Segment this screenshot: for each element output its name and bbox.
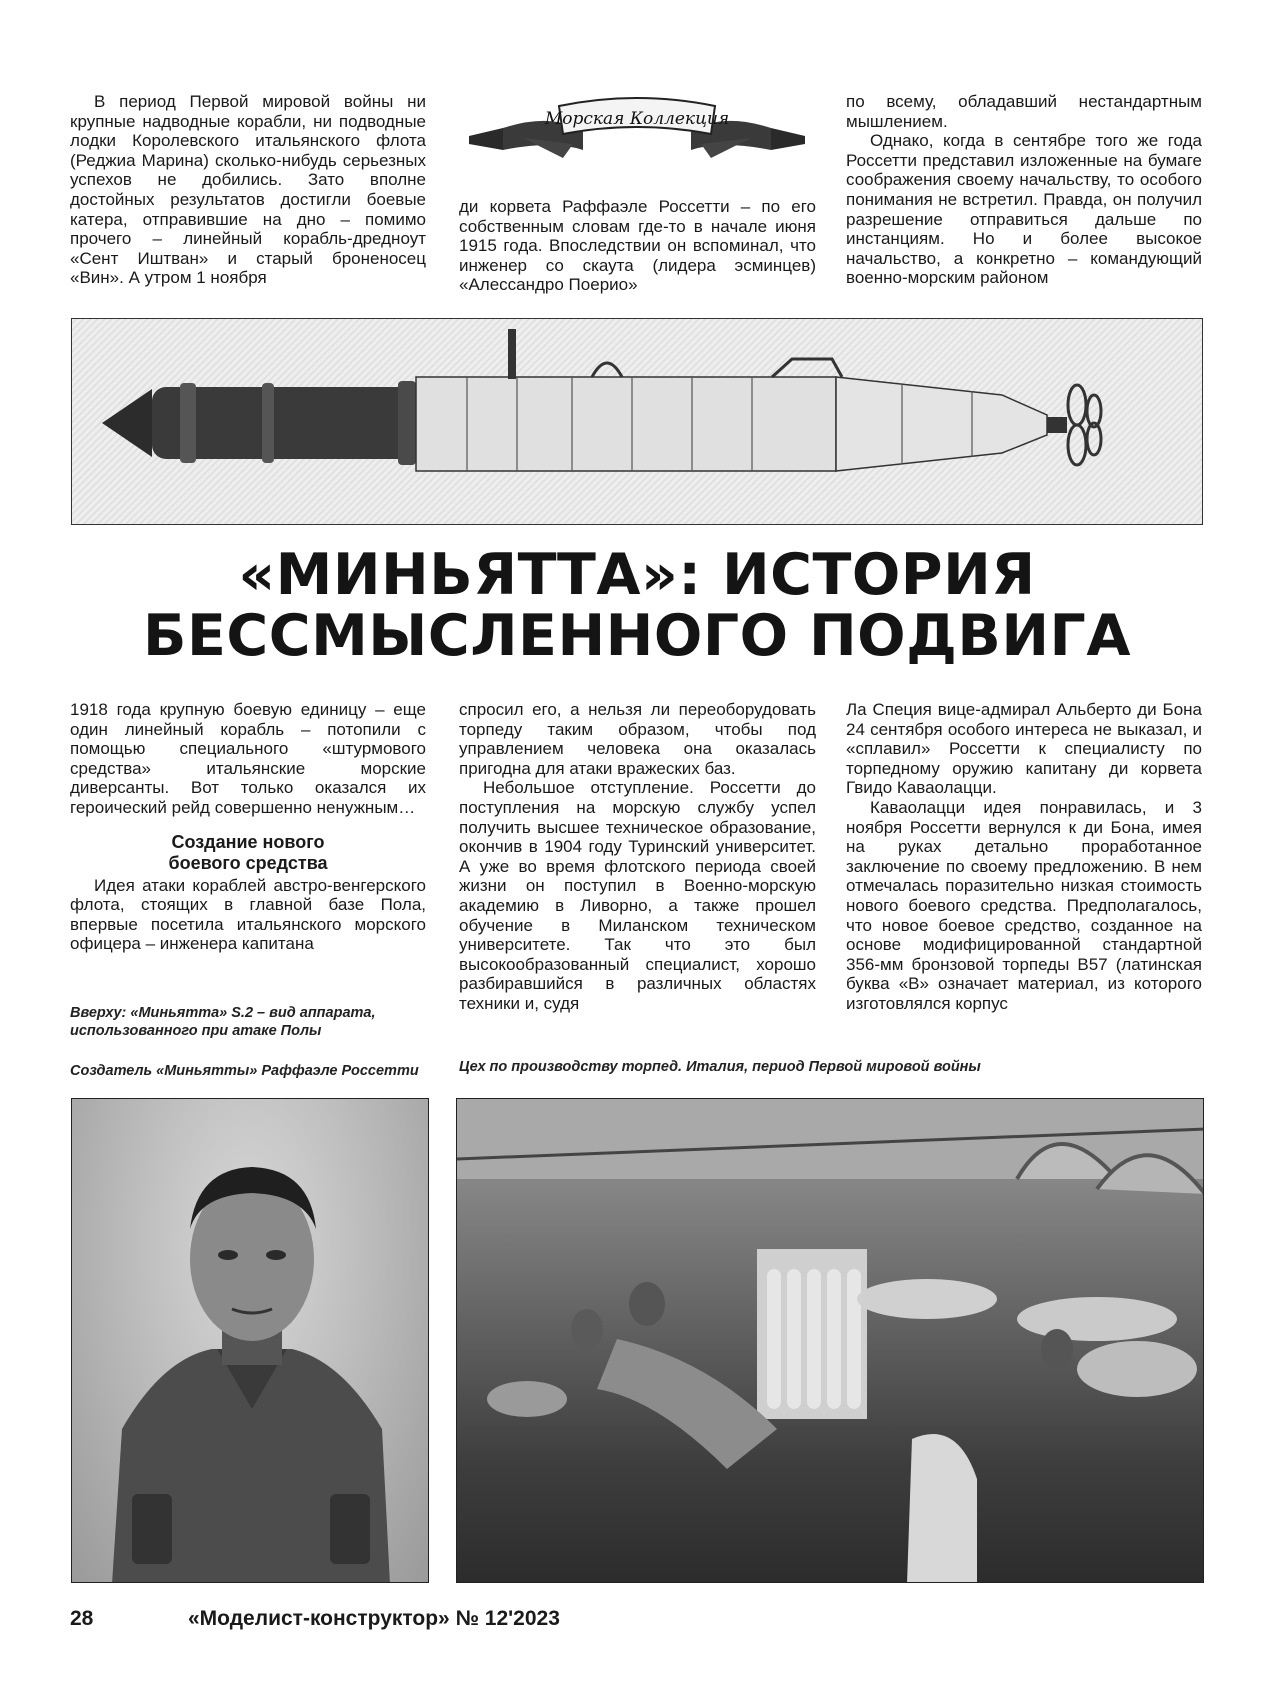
intro-paragraph: В период Первой мировой войны ни крупные надводные корабли, ни подводные лодки Королевского итальянского флота (Реджиа Марина) сколько-нибудь серьезных успехов не добились. Зато вполне достойных результатов достигли боевые катера, отправившие на дно – помимо прочего – линейный корабль-дредноут «Сент Иштван» и старый броненосец «Вин». А утром 1 ноября bbox=[70, 92, 426, 288]
body-column-3 bbox=[846, 700, 1202, 1014]
caption-portrait: Создатель «Миньятты» Раффаэле Россетти bbox=[70, 1063, 419, 1079]
intro-paragraph: ди корвета Раффаэле Россетти – по его собственным словам где-то в начале июня 1915 года. Впоследствии он вспоминал, что инженер со скаута (лидера эсминцев) «Алессандро Поерио» bbox=[459, 197, 816, 295]
caption-top-illustration: Вверху: «Миньятта» S.2 – вид аппарата, использованного при атаке Полы bbox=[70, 1005, 376, 1039]
body-paragraph: Небольшое отступление. Россетти до поступления на морскую службу успел получить высшее техническое образование, окончив в 1904 году Туринский университет. А уже во время флотского периода своей жизни он поступил в Военно-морскую академию в Ливорно, а также прошел обучение в Миланском техническом университете. Так что это был высокообразованный специалист, хорошо разбиравшийся в различных областях техники и, судя bbox=[459, 778, 816, 1013]
portrait-photo bbox=[71, 1098, 429, 1583]
body-column-1 bbox=[70, 700, 426, 954]
torpedo-illustration bbox=[71, 318, 1203, 525]
caption-factory: Цех по производству торпед. Италия, период Первой мировой войны bbox=[459, 1059, 981, 1075]
subheading-line-2: боевого средства bbox=[168, 852, 328, 873]
body-paragraph: Идея атаки кораблей австро-венгерского флота, стоящих в главной базе Пола, впервые посетила итальянского морского офицера – инженера капитана bbox=[70, 875, 426, 954]
intro-paragraph: по всему, обладавший нестандартным мышлением. bbox=[846, 92, 1202, 131]
magazine-section-logo bbox=[463, 92, 811, 170]
intro-paragraph: Однако, когда в сентябре того же года Россетти представил изложенные на бумаге соображения своему начальству, то особого понимания не встретил. Правда, он получил разрешение отправиться дальше по инстанциям. Но и более высокое начальство, а конкретно – командующий военно-морским районом bbox=[846, 131, 1202, 288]
section-subheading bbox=[70, 832, 426, 874]
intro-column-3 bbox=[846, 92, 1202, 288]
logo-text: Морская Коллекция bbox=[544, 109, 730, 129]
subheading-line-1: Создание нового bbox=[171, 831, 325, 852]
body-paragraph: 1918 года крупную боевую единицу – еще один линейный корабль – потопили с помощью специального «штурмового средства» итальянские морские диверсанты. Вот только оказался их героический рейд совершенно ненужным… bbox=[70, 700, 426, 817]
body-paragraph: Каваолацци идея понравилась, и 3 ноября Россетти вернулся к ди Бона, имея на руках детально проработанное заключение по своему предложению. В нем отмечалась поразительно низкая стоимость нового боевого средства. Предполагалось, что новое боевое средство, созданное на основе модифицированной стандартной 356-мм бронзовой торпеды B57 (латинская буква «B» означает материал, из которого изготовлялся корпус bbox=[846, 797, 1202, 1013]
page-number: 28 bbox=[70, 1607, 94, 1630]
body-paragraph: Ла Специя вице-адмирал Альберто ди Бона 24 сентября особого интереса не выказал, и «сплавил» Россетти к специалисту по торпедному оружию капитану ди корвета Гвидо Каваолацци. bbox=[846, 700, 1202, 798]
body-paragraph: спросил его, а нельзя ли переоборудовать торпеду таким образом, чтобы под управлением человека она оказалась пригодна для атаки вражеских баз. bbox=[459, 700, 816, 778]
intro-column-1 bbox=[70, 92, 426, 288]
body-column-2 bbox=[459, 700, 816, 1014]
intro-column-2 bbox=[459, 197, 816, 295]
article-headline bbox=[70, 542, 1204, 669]
magazine-issue: «Моделист-конструктор» № 12'2023 bbox=[188, 1607, 560, 1630]
headline-line-2: БЕССМЫСЛЕННОГО ПОДВИГА bbox=[143, 603, 1131, 669]
headline-line-1: «МИНЬЯТТА»: ИСТОРИЯ bbox=[238, 542, 1036, 608]
factory-photo bbox=[456, 1098, 1204, 1583]
